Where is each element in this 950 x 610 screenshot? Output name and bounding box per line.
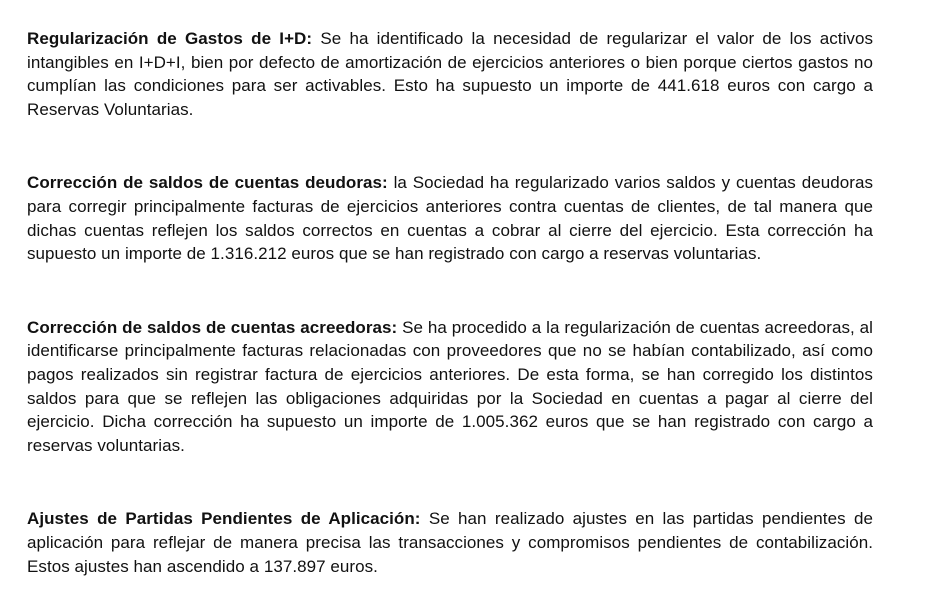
paragraph-text: Se ha procedido a la regularización de cuentas acreedoras, al identificarse principalmente facturas relacionadas con proveedores que no se habían contabilizado, así como pagos realizados sin registrar factura de ejercicios anteriores. De esta forma, se han corregido los distintos saldos para que se reflejen las obligaciones adquiridas por la Sociedad en cuentas a pagar al cierre del ejercicio. Dicha corrección ha supuesto un importe de 1.005.362 euros que se han registrado con cargo a reservas voluntarias. — [27, 317, 874, 455]
paragraph-regularizacion-gastos-id — [27, 27, 873, 121]
paragraph-correccion-cuentas-deudoras — [27, 171, 873, 265]
paragraph-heading: Corrección de saldos de cuentas acreedoras: — [27, 317, 398, 337]
paragraph-heading: Corrección de saldos de cuentas deudoras: — [27, 173, 388, 193]
paragraph-text: Se ha identificado la necesidad de regularizar el valor de los activos intangibles en I+D+I, bien por defecto de amortización de ejercicios anteriores o bien porque ciertos gastos no cumplían las condiciones para ser activables. Esto ha supuesto un importe de 441.618 euros con cargo a Reservas Voluntarias. — [27, 29, 874, 119]
paragraph-text: la Sociedad ha regularizado varios saldos y cuentas deudoras para corregir principalmente facturas de ejercicios anteriores contra cuentas de clientes, de tal manera que dichas cuentas reflejen los saldos correctos en cuentas a cobrar al cierre del ejercicio. Esta corrección ha supuesto un importe de 1.316.212 euros que se han registrado con cargo a reservas voluntarias. — [27, 173, 873, 264]
paragraph-correccion-cuentas-acreedoras — [27, 316, 873, 458]
paragraph-ajustes-partidas-pendientes — [27, 507, 873, 578]
paragraph-text: Se han realizado ajustes en las partidas pendientes de aplicación para reflejar de manera precisa las transacciones y compromisos pendientes de contabilización. Estos ajustes han ascendido a 137.897 euros. — [27, 509, 873, 576]
paragraph-heading: Ajustes de Partidas Pendientes de Aplicación: — [27, 509, 421, 529]
paragraph-heading: Regularización de Gastos de I+D: — [27, 29, 313, 48]
document-body — [27, 27, 873, 578]
